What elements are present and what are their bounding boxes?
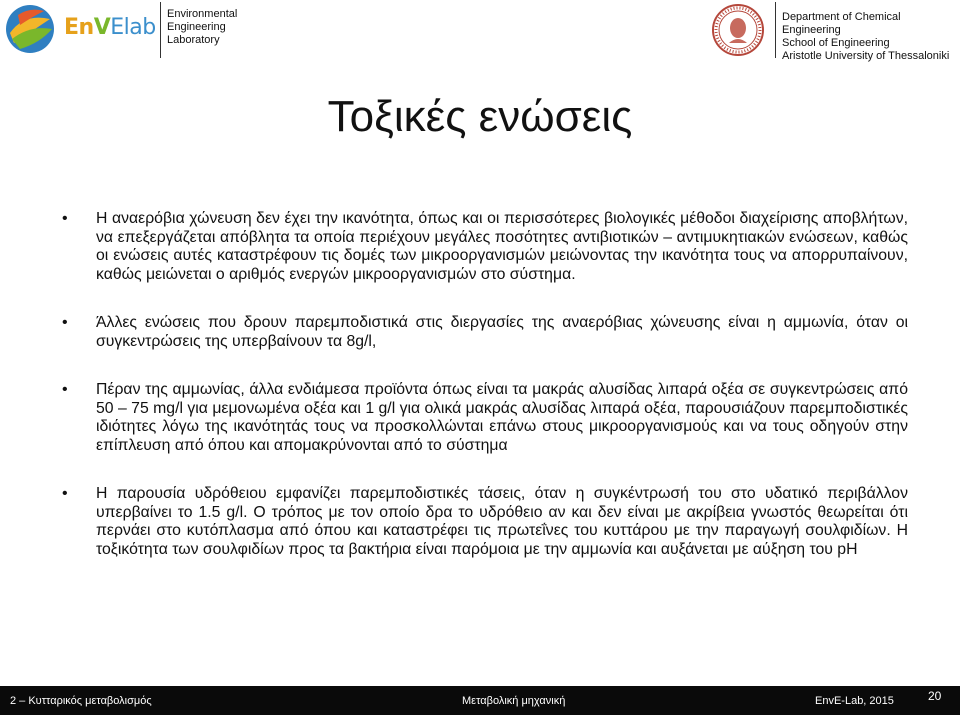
- bullet-text: Πέραν της αμμωνίας, άλλα ενδιάμεσα προϊόντα όπως είναι τα μακράς αλυσίδας λιπαρά οξέα σε συγκεντρώσεις από 50 – 75 mg/l για μεμονωμένα οξέα και 1 g/l για ολικά μακράς αλυσίδας λιπαρά οξέα, παρουσιάζουν παρεμποδιστικές ιδιότητες λόγω της ικανότητάς τους να προσκολλώνται επάνω στους μικροοργανισμούς και να τους οδηγούν στην επίπλευση από όπου και απομακρύνονται από το σύστημα: [96, 381, 908, 454]
- slide-title: Τοξικές ενώσεις: [327, 92, 633, 141]
- bullet-list: [62, 210, 908, 559]
- bullet-text: Η παρουσία υδρόθειου εμφανίζει παρεμποδιστικές τάσεις, όταν η συγκέντρωσή του στο υδατικό περιβάλλον υπερβαίνει το 1.5 g/l. Ο τρόπος με τον οποίο δρα το υδρόθειο αν και δεν είναι με ακρίβεια γνωστός θεωρείται ότι περνάει στο κυτόπλασμα από όπου και καταστρέφει τις πρωτεΐνες του κυττάρου με την παραγωγή σουλφιδίων. Η τοξικότητα των σουλφιδίων προς τα βακτήρια είναι παρόμοια με την αμμωνία και αυξάνεται με αύξηση του pH: [96, 485, 908, 558]
- footer-lab-year: EnvE-Lab, 2015: [815, 695, 894, 707]
- dept-line-1: Department of Chemical Engineering: [782, 11, 901, 36]
- university-seal-icon: [711, 3, 765, 57]
- bullet-dot-icon: •: [62, 210, 68, 227]
- header-divider-right: [775, 2, 776, 58]
- footer-course: Μεταβολική μηχανική: [462, 695, 566, 707]
- bullet-dot-icon: •: [62, 314, 68, 331]
- lab-line-2: Engineering: [167, 21, 226, 33]
- slide-footer: [0, 686, 960, 715]
- lab-line-1: Environmental: [167, 8, 238, 20]
- department-info: [782, 11, 960, 63]
- footer-section: 2 – Κυτταρικός μεταβολισμός: [10, 695, 152, 707]
- bullet-item: [62, 485, 908, 559]
- lab-line-3: Laboratory: [167, 34, 220, 46]
- bullet-text: Η αναερόβια χώνευση δεν έχει την ικανότητα, όπως και οι περισσότερες βιολογικές μέθοδοι διαχείρισης αποβλήτων, να επεξεργάζεται απόβλητα τα οποία περιέχουν μεγάλες ποσότητες αντιβιοτικών – αντιμυκητιακών ενώσεων, καθώς οι ενώσεις αυτές καταστρέφουν τις δομές των μικροοργανισμών μειώνοντας την ικανότητα τους να απορρυπαίνουν, καθώς μειώνεται ο αριθμός ενεργών μικροοργανισμών στο σύστημα.: [96, 210, 908, 283]
- envelab-logo: EnVElab: [64, 15, 156, 40]
- dept-line-3: Aristotle University of Thessaloniki: [782, 50, 950, 62]
- bullet-text: Άλλες ενώσεις που δρουν παρεμποδιστικά στις διεργασίες της αναερόβιας χώνευσης είναι η αμμωνία, όταν οι συγκεντρώσεις της υπερβαίνουν τα 8g/l,: [96, 314, 908, 350]
- globe-logo-icon: [4, 3, 56, 55]
- header-divider: [160, 2, 161, 58]
- dept-line-2: School of Engineering: [782, 37, 890, 49]
- page-number: 20: [928, 689, 942, 703]
- lab-name: [167, 8, 237, 47]
- bullet-dot-icon: •: [62, 381, 68, 398]
- bullet-item: [62, 314, 908, 351]
- bullet-dot-icon: •: [62, 485, 68, 502]
- bullet-item: [62, 210, 908, 284]
- bullet-item: [62, 381, 908, 455]
- slide-header: [0, 0, 960, 62]
